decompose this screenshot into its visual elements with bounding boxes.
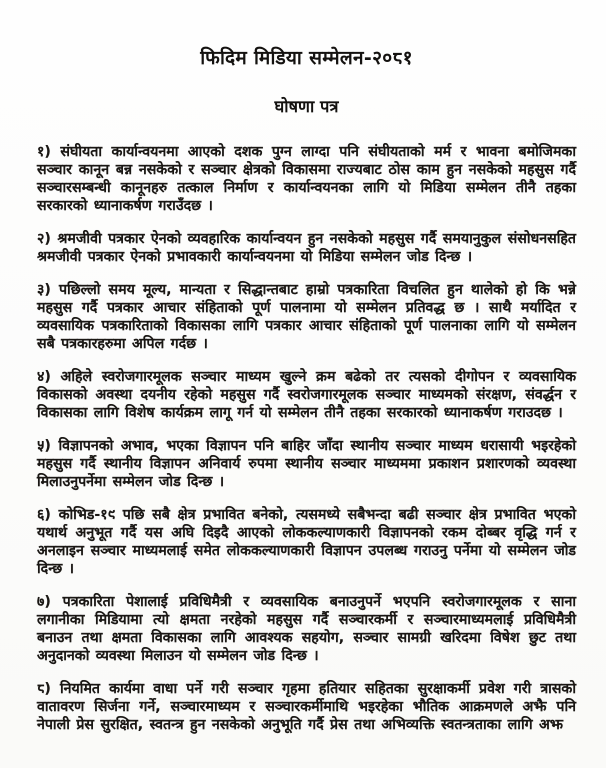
paragraph-4: ४) अहिले स्वरोजगारमूलक सञ्चार माध्यम खुल्ने क्रम बढेको तर त्यसको दीगोपन र व्यवसायिक विकासको अवस्था दयनीय रहेको महसुस गर्दै स्वरोजगारमूलक सञ्चार माध्यमको संरक्षण, संवर्द्धन र विकासका लागि विशेष कार्यक्रम लागू गर्न यो सम्मेलन तीनै तहका सरकारको ध्यानाकर्षण गराउदछ ।: [37, 369, 576, 421]
document-body: [37, 143, 576, 734]
paragraph-5: ५) विज्ञापनको अभाव, भएका विज्ञापन पनि बाहिर जाँदा स्थानीय सञ्चार माध्यम धरासायी भइरहेको महसुस गर्दै स्थानीय विज्ञापन अनिवार्य रुपमा स्थानीय सञ्चार माध्यममा प्रकाशन प्रशारणको व्यवस्था मिलाउनुपर्नेमा सम्मेलन जोड दिन्छ ।: [37, 438, 576, 490]
paragraph-3: ३) पछिल्लो समय मूल्य, मान्यता र सिद्धान्तबाट हाम्रो पत्रकारिता विचलित हुन थालेको हो कि भन्ने महसुस गर्दै पत्रकार आचार संहिताको पूर्ण पालनामा यो सम्मेलन प्रतिवद्ध छ । साथै मर्यादित र व्यवसायिक पत्रकारिताको विकासका लागि पत्रकार आचार संहिताको पूर्ण पालनाका लागि यो सम्मेलन सबै पत्रकारहरुमा अपिल गर्दछ ।: [37, 282, 576, 352]
paragraph-6: ६) कोभिड-१९ पछि सबै क्षेत्र प्रभावित बनेको, त्यसमध्ये सबैभन्दा बढी सञ्चार क्षेत्र प्रभावित भएको यथार्थ अनुभूत गर्दै यस अघि दिइदै आएको लोककल्याणकारी विज्ञापनको रकम दोब्बर वृद्धि गर्न र अनलाइन सञ्चार माध्यमलाई समेत लोककल्याणकारी विज्ञापन उपलब्ध गराउनु पर्नेमा यो सम्मेलन जोड दिन्छ ।: [37, 507, 576, 577]
paragraph-8: ८) नियमित कार्यमा वाधा पर्ने गरी सञ्चार गृहमा हतियार सहितका सुरक्षाकर्मी प्रवेश गरी त्रासको वातावरण सिर्जना गर्ने, सञ्चारमाध्यम र सञ्चारकर्मीमाथि भइरहेका भौतिक आक्रमणले अझै पनि नेपाली प्रेस सुरक्षित, स्वतन्त्र हुन नसकेको अनुभूति गर्दै प्रेस तथा अभिव्यक्ति स्वतन्त्रताका लागि अझ: [37, 681, 576, 733]
document-subtitle: घोषणा पत्र: [274, 97, 339, 116]
document-title: फिदिम मिडिया सम्मेलन-२०८१: [200, 47, 413, 69]
paragraph-2: २) श्रमजीवी पत्रकार ऐनको व्यवहारिक कार्यान्वयन हुन नसकेको महसुस गर्दै समयानुकुल संसोधनसहित श्रमजीवी पत्रकार ऐनको प्रभावकारी कार्यान्वयनमा यो मिडिया सम्मेलन जोड दिन्छ ।: [37, 231, 576, 265]
paragraph-7: ७) पत्रकारिता पेशालाई प्रविधिमैत्री र व्यवसायिक बनाउनुपर्ने भएपनि स्वरोजगारमूलक र साना लगानीका मिडियामा त्यो क्षमता नरहेको महसुस गर्दै सञ्चारकर्मी र सञ्चारमाध्यमलाई प्रविधिमैत्री बनाउन तथा क्षमता विकासका लागि आवश्यक सहयोग, सञ्चार सामग्री खरिदमा विषेश छुट तथा अनुदानको व्यवस्था मिलाउन यो सम्मेलन जोड दिन्छ ।: [37, 594, 576, 664]
paragraph-1: १) संघीयता कार्यान्वयनमा आएको दशक पुग्न लाग्दा पनि संघीयताको मर्म र भावना बमोजिमका सञ्चार कानून बन्न नसकेको र सञ्चार क्षेत्रको विकासमा राज्यबाट ठोस काम हुन नसकेको महसुस गर्दै सञ्चारसम्बन्धी कानूनहरु तत्काल निर्माण र कार्यान्वयनका लागि यो मिडिया सम्मेलन तीनै तहका सरकारको ध्यानाकर्षण गराउँदछ ।: [37, 144, 576, 214]
